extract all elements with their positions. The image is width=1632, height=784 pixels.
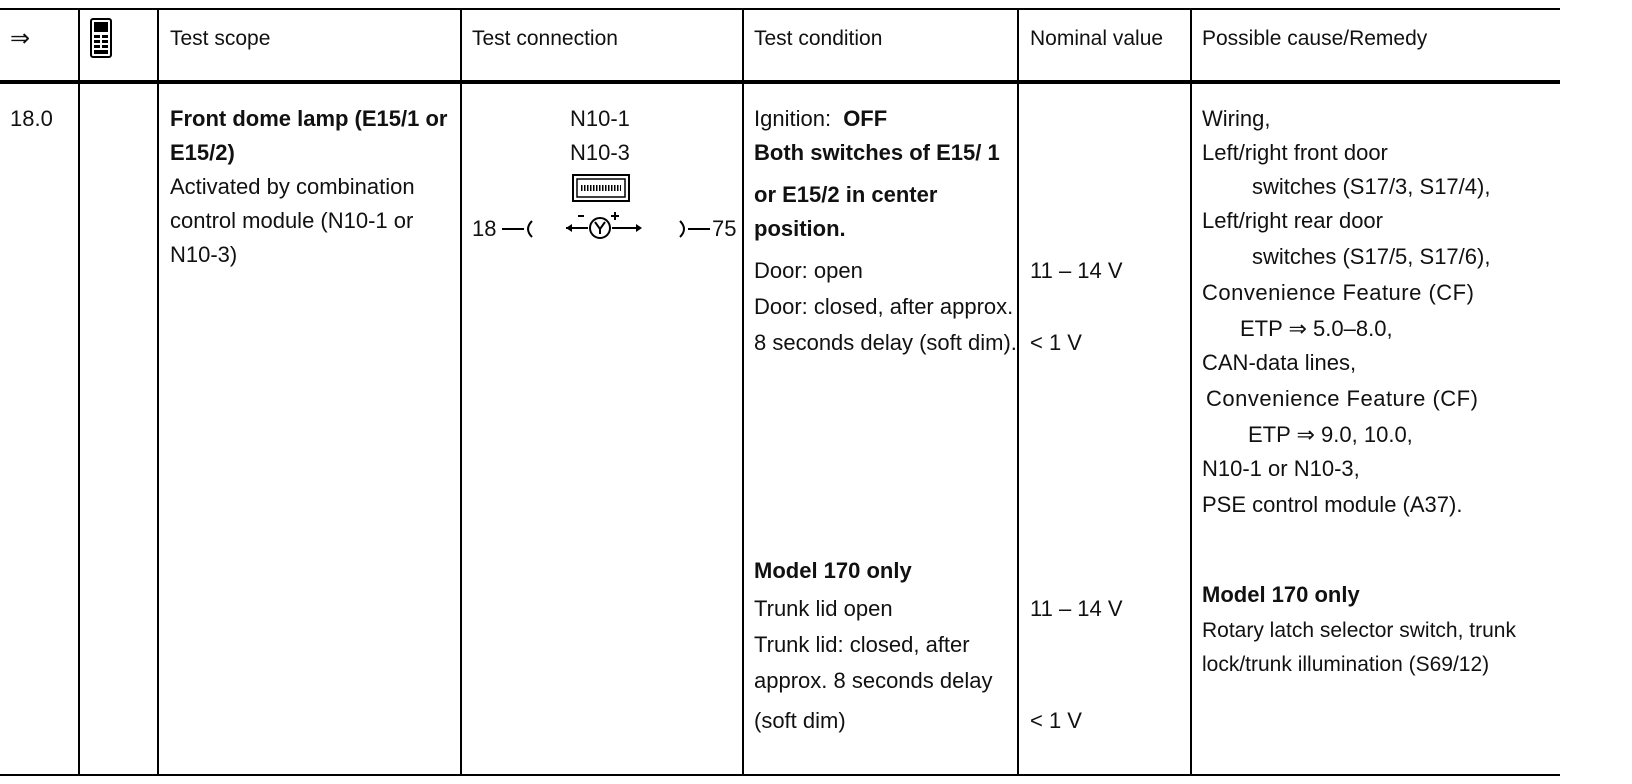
pin-left-label: 18 [472, 216, 497, 241]
table-top-rule [0, 8, 1560, 10]
remedy-line: Convenience Feature (CF) [1206, 386, 1479, 411]
remedy-line: ETP ⇒ 9.0, 10.0, [1248, 422, 1413, 447]
condition-ignition [754, 102, 887, 136]
header-test-condition: Test condition [754, 27, 883, 50]
col-rule [460, 8, 462, 776]
header-test-scope: Test scope [170, 27, 271, 50]
header-bottom-rule [0, 80, 1560, 84]
condition-switch-line: Both switches of E15/ 1 [754, 140, 1000, 165]
remedy-line: switches (S17/5, S17/6), [1252, 244, 1491, 269]
tester-device-icon [90, 18, 118, 62]
scope-text-line: control module (N10-1 or [170, 208, 414, 233]
remedy-line: Rotary latch selector switch, trunk [1202, 619, 1516, 642]
condition-trunk-open: Trunk lid open [754, 596, 893, 621]
pin-right-connector [672, 212, 712, 246]
connection-module-1: N10-1 [570, 106, 630, 131]
remedy-model-title: Model 170 only [1202, 582, 1360, 607]
header-nominal-value: Nominal value [1030, 27, 1164, 50]
remedy-line: lock/trunk illumination (S69/12) [1202, 653, 1490, 676]
condition-switch-line: or E15/2 in center [754, 182, 938, 207]
condition-trunk-closed: (soft dim) [754, 708, 846, 733]
table-bottom-rule [0, 774, 1560, 776]
col-rule [742, 8, 744, 776]
remedy-line: Left/right front door [1202, 140, 1388, 165]
scope-title-line-2: E15/2) [170, 140, 235, 165]
col-rule [1190, 8, 1192, 776]
nominal-trunk-open: 11 – 14 V [1030, 596, 1123, 621]
nominal-trunk-closed: < 1 V [1030, 708, 1082, 733]
voltmeter-icon [564, 206, 644, 246]
condition-trunk-closed: Trunk lid: closed, after [754, 632, 970, 657]
scope-title-line-1: Front dome lamp (E15/1 or [170, 106, 448, 131]
remedy-line: ETP ⇒ 5.0–8.0, [1240, 316, 1393, 341]
condition-door-closed: 8 seconds delay (soft dim). [754, 330, 1017, 355]
header-possible-cause: Possible cause/Remedy [1202, 27, 1428, 50]
ignition-value: OFF [843, 106, 888, 131]
step-number: 18.0 [10, 106, 53, 131]
control-module-icon [572, 174, 632, 204]
header-test-connection: Test connection [472, 27, 618, 50]
remedy-line: CAN-data lines, [1202, 350, 1357, 375]
connection-module-2: N10-3 [570, 140, 630, 165]
remedy-line: Left/right rear door [1202, 208, 1383, 233]
remedy-line: PSE control module (A37). [1202, 492, 1463, 517]
condition-switch-line: position. [754, 216, 846, 241]
remedy-line: N10-1 or N10-3, [1202, 456, 1360, 481]
col-rule [1017, 8, 1019, 776]
remedy-line: Wiring, [1202, 106, 1271, 131]
remedy-line: Convenience Feature (CF) [1202, 280, 1475, 305]
scope-text-line: N10-3) [170, 242, 238, 267]
col-rule [78, 8, 80, 776]
condition-door-open: Door: open [754, 258, 863, 283]
header-arrow: ⇒ [10, 25, 31, 52]
col-rule [157, 8, 159, 776]
remedy-line: switches (S17/3, S17/4), [1252, 174, 1491, 199]
condition-trunk-closed: approx. 8 seconds delay [754, 668, 993, 693]
pin-left-connector [500, 212, 540, 246]
scope-text-line: Activated by combination [170, 174, 415, 199]
condition-model-title: Model 170 only [754, 558, 912, 583]
pin-right-label: 75 [712, 216, 737, 241]
condition-door-closed: Door: closed, after approx. [754, 294, 1014, 319]
nominal-door-closed: < 1 V [1030, 330, 1082, 355]
nominal-door-open: 11 – 14 V [1030, 258, 1123, 283]
ignition-label: Ignition: [754, 106, 832, 131]
